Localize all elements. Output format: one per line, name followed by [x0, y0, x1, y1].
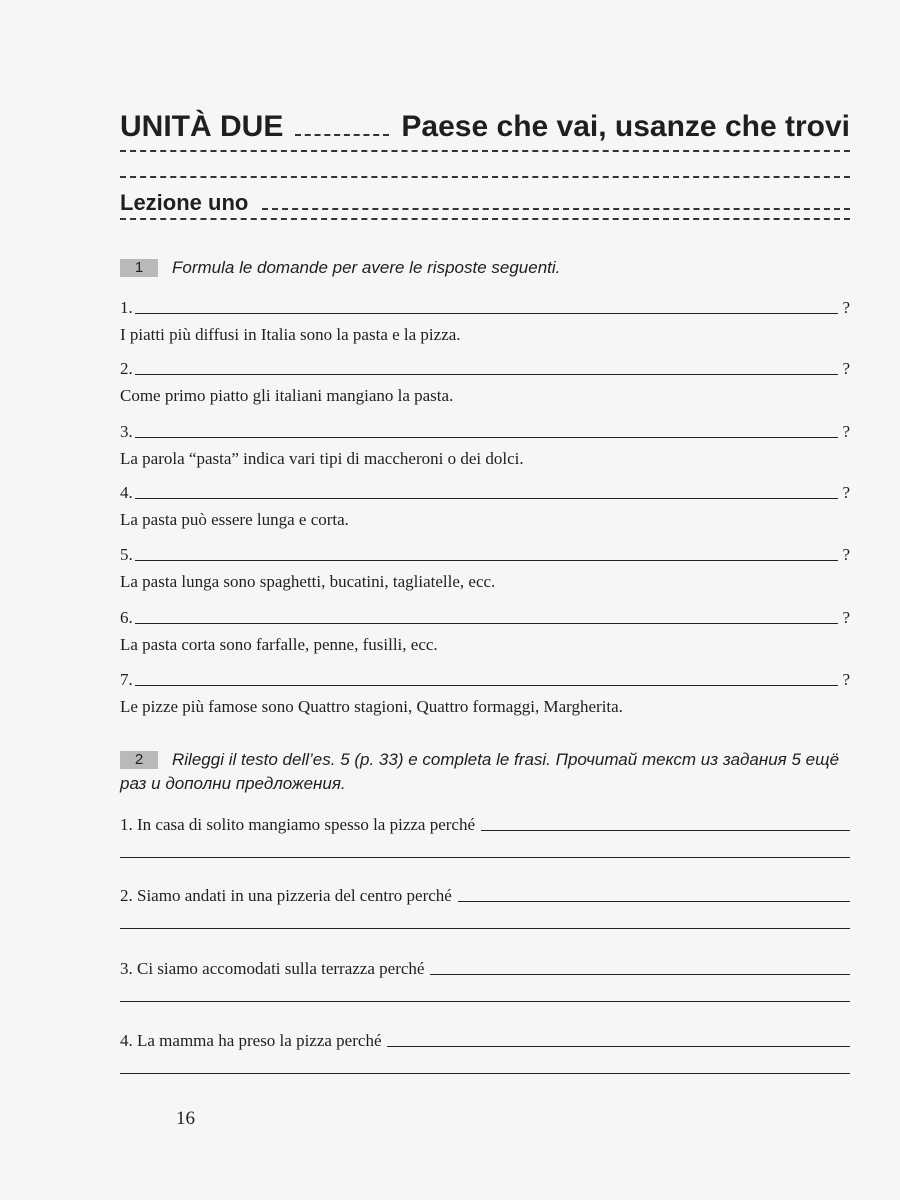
completion-prompt: 4. La mamma ha preso la pizza perché — [120, 1031, 382, 1050]
lesson-label: Lezione uno — [120, 190, 249, 215]
exercise-1-number: 1 — [120, 259, 158, 277]
question-item — [120, 357, 850, 407]
completion-item — [120, 813, 850, 858]
question-mark: ? — [842, 608, 850, 627]
question-answer-line[interactable] — [135, 685, 839, 686]
question-mark: ? — [842, 298, 850, 317]
question-number: 6. — [120, 608, 133, 627]
given-answer: La pasta corta sono farfalle, penne, fusilli, ecc. — [120, 635, 438, 654]
lesson-divider — [262, 208, 850, 210]
question-item — [120, 296, 850, 346]
question-number: 1. — [120, 298, 133, 317]
unit-label: UNITÀ DUE — [120, 110, 284, 143]
completion-prompt: 1. In casa di solito mangiamo spesso la pizza perché — [120, 815, 475, 834]
question-number: 7. — [120, 670, 133, 689]
completion-answer-line[interactable] — [120, 1001, 850, 1002]
question-answer-line[interactable] — [135, 313, 839, 314]
exercise-1-instruction: Formula le domande per avere le risposte seguenti. — [172, 258, 561, 277]
given-answer: La pasta può essere lunga e corta. — [120, 510, 349, 529]
completion-prompt: 2. Siamo andati in una pizzeria del centro perché — [120, 886, 452, 905]
given-answer: La pasta lunga sono spaghetti, bucatini, tagliatelle, ecc. — [120, 572, 496, 591]
completion-answer-line[interactable] — [387, 1046, 850, 1047]
question-number: 2. — [120, 359, 133, 378]
question-item — [120, 606, 850, 656]
question-answer-line[interactable] — [135, 623, 839, 624]
question-item — [120, 668, 850, 718]
question-mark: ? — [842, 545, 850, 564]
given-answer: La parola “pasta” indica vari tipi di maccheroni o dei dolci. — [120, 449, 524, 468]
exercise-1-heading — [120, 256, 850, 280]
question-answer-line[interactable] — [135, 498, 839, 499]
lesson-divider — [120, 218, 850, 220]
completion-answer-line[interactable] — [430, 974, 850, 975]
exercise-2-number: 2 — [120, 751, 158, 769]
question-answer-line[interactable] — [135, 560, 839, 561]
completion-item — [120, 1029, 850, 1074]
question-number: 4. — [120, 483, 133, 502]
question-answer-line[interactable] — [135, 437, 839, 438]
unit-title: Paese che vai, usanze che trovi — [401, 110, 850, 143]
completion-answer-line[interactable] — [120, 1073, 850, 1074]
lesson-header — [120, 186, 850, 216]
exercise-2-heading — [120, 748, 850, 796]
question-mark: ? — [842, 483, 850, 502]
unit-divider — [295, 134, 389, 136]
exercise-2-instruction: Rileggi il testo dell’es. 5 (p. 33) e completa le frasi. Прочитай текст из задания 5 ещё раз и дополни предложения. — [120, 750, 840, 793]
completion-item — [120, 884, 850, 929]
question-item — [120, 481, 850, 531]
question-number: 5. — [120, 545, 133, 564]
question-number: 3. — [120, 422, 133, 441]
workbook-page — [120, 0, 850, 1200]
unit-header — [120, 104, 850, 144]
question-item — [120, 420, 850, 470]
completion-answer-line[interactable] — [120, 928, 850, 929]
completion-answer-line[interactable] — [458, 901, 850, 902]
given-answer: I piatti più diffusi in Italia sono la pasta e la pizza. — [120, 325, 461, 344]
question-item — [120, 543, 850, 593]
question-answer-line[interactable] — [135, 374, 839, 375]
page-number: 16 — [176, 1108, 195, 1129]
completion-item — [120, 957, 850, 1002]
completion-prompt: 3. Ci siamo accomodati sulla terrazza perché — [120, 959, 425, 978]
question-mark: ? — [842, 422, 850, 441]
question-mark: ? — [842, 670, 850, 689]
given-answer: Le pizze più famose sono Quattro stagioni, Quattro formaggi, Margherita. — [120, 697, 623, 716]
header-divider — [120, 176, 850, 178]
question-mark: ? — [842, 359, 850, 378]
completion-answer-line[interactable] — [481, 830, 850, 831]
header-divider — [120, 150, 850, 152]
given-answer: Come primo piatto gli italiani mangiano la pasta. — [120, 386, 454, 405]
completion-answer-line[interactable] — [120, 857, 850, 858]
